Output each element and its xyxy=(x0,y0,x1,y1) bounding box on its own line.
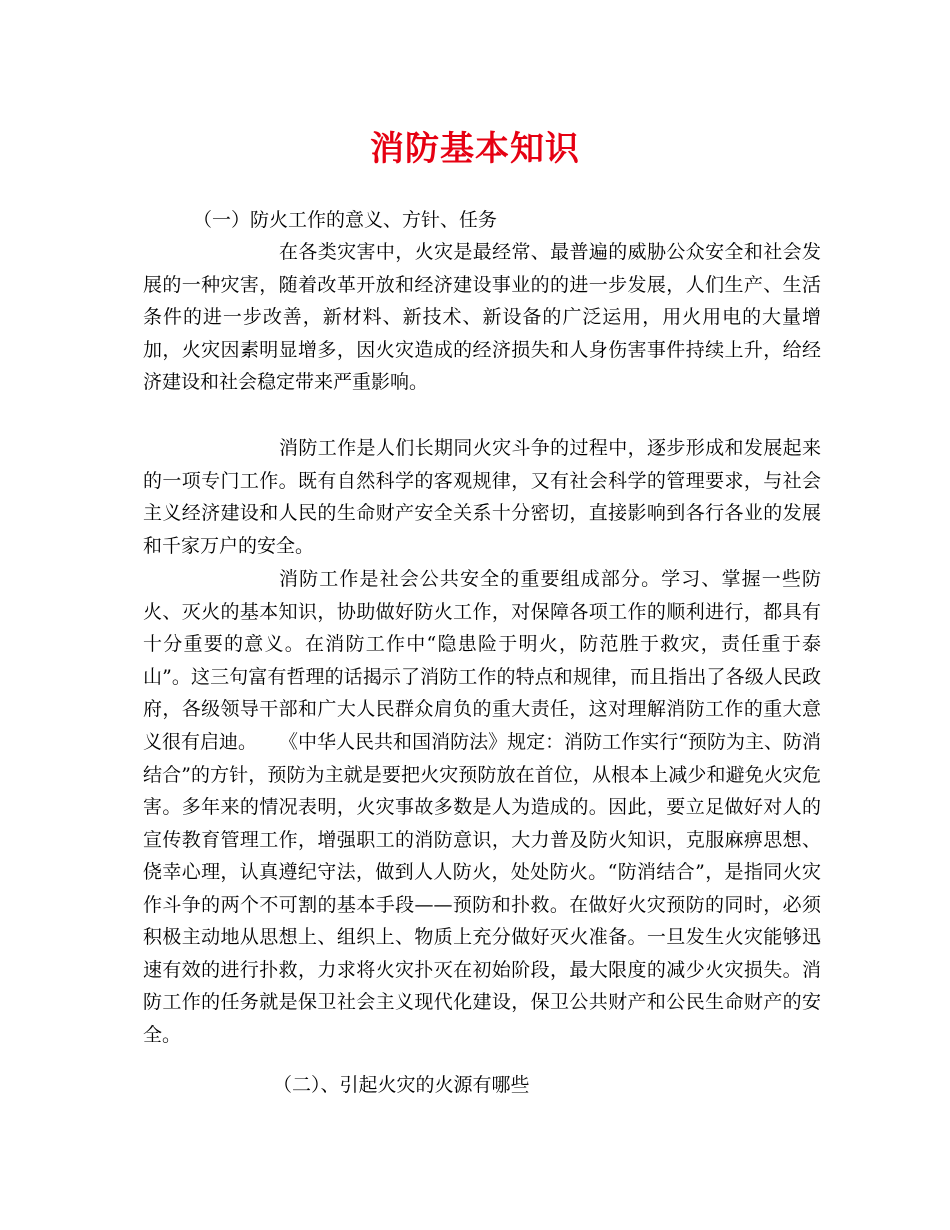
paragraph-2 xyxy=(143,432,821,562)
document-title: 消防基本知识 xyxy=(370,129,580,169)
paragraph-2-text: 消防工作是人们长期同火灾斗争的过程中，逐步形成和发展起来的一项专门工作。既有自然科学的客观规律，又有社会科学的管理要求，与社会主义经济建设和人民的生命财产安全关系十分密切，直接影响到各行各业的发展和千家万户的安全。 xyxy=(143,437,821,557)
paragraph-1 xyxy=(143,236,821,399)
paragraph-1-text: 在各类灾害中，火灾是最经常、最普遍的威胁公众安全和社会发展的一种灾害，随着改革开放和经济建设事业的的进一步发展，人们生产、生活条件的进一步改善，新材料、新技术、新设备的广泛运用，用火用电的大量增加，火灾因素明显增多，因火灾造成的经济损失和人身伤害事件持续上升，给经济建设和社会稳定带来严重影响。 xyxy=(143,241,821,393)
paragraph-3-text: 消防工作是社会公共安全的重要组成部分。学习、掌握一些防火、灭火的基本知识，协助做好防火工作，对保障各项工作的顺利进行，都具有十分重要的意义。在消防工作中“隐患险于明火，防范胜于救灾，责任重于泰山”。这三句富有哲理的话揭示了消防工作的特点和规律，而且指出了各级人民政府，各级领导干部和广大人民群众肩负的重大责任，这对理解消防工作的重大意义很有启迪。 xyxy=(143,568,821,753)
paragraph-4 xyxy=(143,726,821,1051)
section-heading-2: （二）、引起火灾的火源有哪些 xyxy=(273,1074,530,1096)
paragraph-4-text: 《中华人民共和国消防法》规定：消防工作实行“预防为主、防消结合”的方针，预防为主就是要把火灾预防放在首位，从根本上减少和避免火灾危害。多年来的情况表明，火灾事故多数是人为造成的。因此，要立足做好对人的宣传教育管理工作，增强职工的消防意识，大力普及防火知识，克服麻痹思想、侥幸心理，认真遵纪守法，做到人人防火，处处防火。“防消结合”，是指同火灾作斗争的两个不可割的基本手段——预防和扑救。在做好火灾预防的同时，必须积极主动地从思想上、组织上、物质上充分做好灭火准备。一旦发生火灾能够迅速有效的进行扑救，力求将火灾扑灭在初始阶段，最大限度的减少火灾损失。消防工作的任务就是保卫社会主义现代化建设，保卫公共财产和公民生命财产的安全。 xyxy=(143,731,821,1046)
section-heading-1: （一）防火工作的意义、方针、任务 xyxy=(193,209,498,231)
